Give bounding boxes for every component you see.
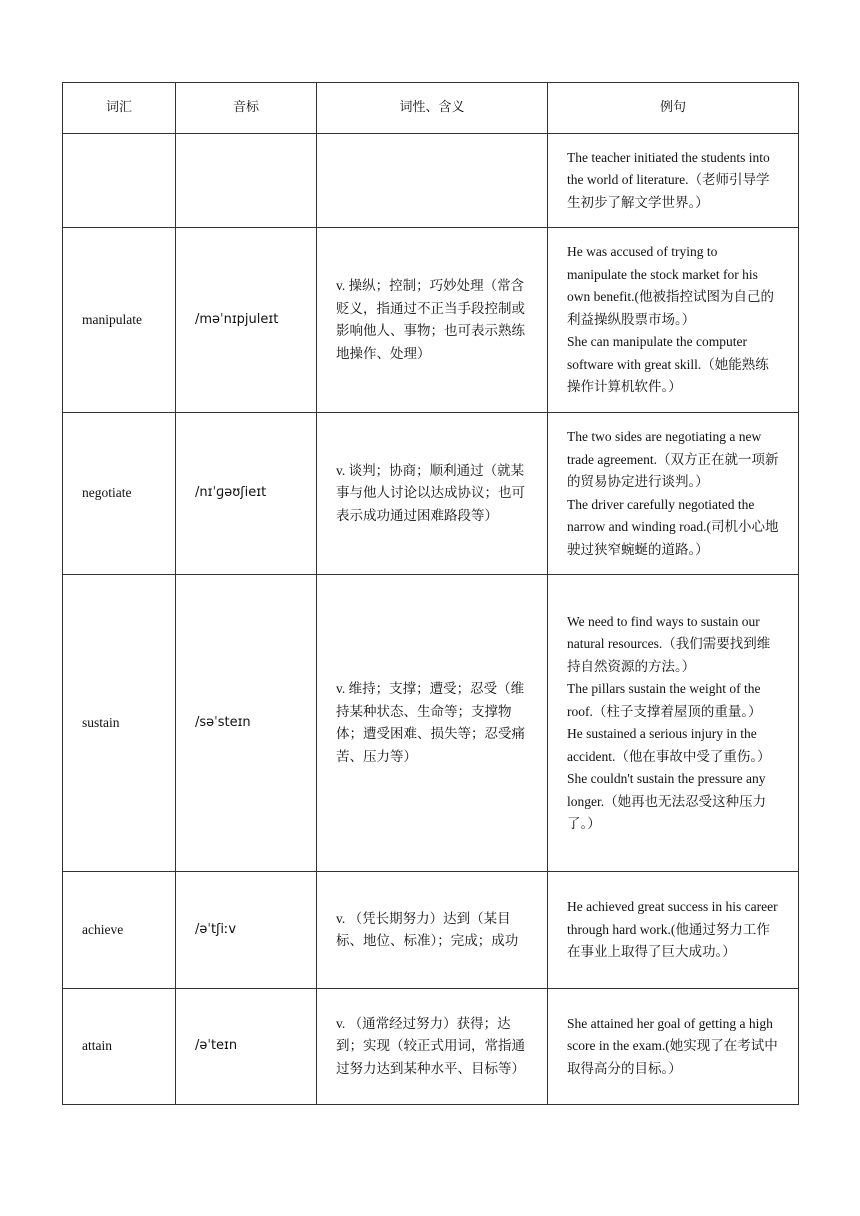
- phonetic-cell: /əˈtʃiːv: [176, 872, 317, 989]
- word-cell: attain: [63, 989, 176, 1105]
- table-row: [63, 872, 799, 989]
- table-header-row: [63, 83, 799, 134]
- example-sentence: He achieved great success in his career through hard work.(他通过努力工作在事业上取得了巨大成功。）: [567, 899, 778, 960]
- meaning-cell: v. 操纵；控制；巧妙处理（常含贬义，指通过不正当手段控制或影响他人、事物；也可表示熟练地操作、处理）: [317, 228, 548, 413]
- phonetic-cell: /məˈnɪpjuleɪt: [176, 228, 317, 413]
- example-sentence: She attained her goal of getting a high score in the exam.(她实现了在考试中取得高分的目标。）: [567, 1015, 778, 1076]
- meaning-cell: [317, 134, 548, 228]
- word-cell: manipulate: [63, 228, 176, 413]
- header-word: 词汇: [63, 83, 176, 134]
- example-sentence: The pillars sustain the weight of the roof.（柱子支撑着屋顶的重量。）: [567, 681, 762, 719]
- meaning-cell: v. （凭长期努力）达到（某目标、地位、标准）；完成；成功: [317, 872, 548, 989]
- word-cell: achieve: [63, 872, 176, 989]
- table-row: [63, 989, 799, 1105]
- examples-cell: [548, 228, 799, 413]
- phonetic-cell: /səˈsteɪn: [176, 575, 317, 872]
- example-sentence: The two sides are negotiating a new trade agreement.（双方正在就一项新的贸易协定进行谈判。）: [567, 429, 779, 489]
- examples-cell: [548, 872, 799, 989]
- examples-cell: [548, 575, 799, 872]
- word-cell: negotiate: [63, 413, 176, 575]
- examples-cell: [548, 134, 799, 228]
- example-sentence: The teacher initiated the students into the world of literature.（老师引导学生初步了解文学世界。）: [567, 149, 770, 210]
- vocabulary-table: [62, 82, 799, 1105]
- table-row: [63, 134, 799, 228]
- examples-cell: [548, 413, 799, 575]
- example-sentence: She can manipulate the computer software with great skill.（她能熟练操作计算机软件。）: [567, 334, 769, 395]
- phonetic-cell: /əˈteɪn: [176, 989, 317, 1105]
- phonetic-cell: /nɪˈɡəʊʃieɪt: [176, 413, 317, 575]
- meaning-cell: v. （通常经过努力）获得；达到；实现（较正式用词，常指通过努力达到某种水平、目标等）: [317, 989, 548, 1105]
- example-sentence: We need to find ways to sustain our natural resources.（我们需要找到维持自然资源的方法。）: [567, 613, 771, 674]
- example-sentence: The driver carefully negotiated the narrow and winding road.(司机小心地驶过狭窄蜿蜒的道路。）: [567, 496, 779, 557]
- example-sentence: He sustained a serious injury in the accident.（他在事故中受了重伤。）: [567, 726, 771, 764]
- examples-cell: [548, 989, 799, 1105]
- header-meaning: 词性、含义: [317, 83, 548, 134]
- word-cell: sustain: [63, 575, 176, 872]
- meaning-cell: v. 谈判；协商；顺利通过（就某事与他人讨论以达成协议；也可表示成功通过困难路段等）: [317, 413, 548, 575]
- meaning-cell: v. 维持；支撑；遭受；忍受（维持某种状态、生命等；支撑物体；遭受困难、损失等；忍受痛苦、压力等）: [317, 575, 548, 872]
- table-row: [63, 413, 799, 575]
- phonetic-cell: [176, 134, 317, 228]
- header-examples: 例句: [548, 83, 799, 134]
- example-sentence: She couldn't sustain the pressure any longer.（她再也无法忍受这种压力了。）: [567, 771, 767, 831]
- word-cell: [63, 134, 176, 228]
- table-row: [63, 228, 799, 413]
- example-sentence: He was accused of trying to manipulate the stock market for his own benefit.(他被指控试图为自己的利益操纵股票市场。）: [567, 244, 774, 327]
- table-row: [63, 575, 799, 872]
- header-phonetic: 音标: [176, 83, 317, 134]
